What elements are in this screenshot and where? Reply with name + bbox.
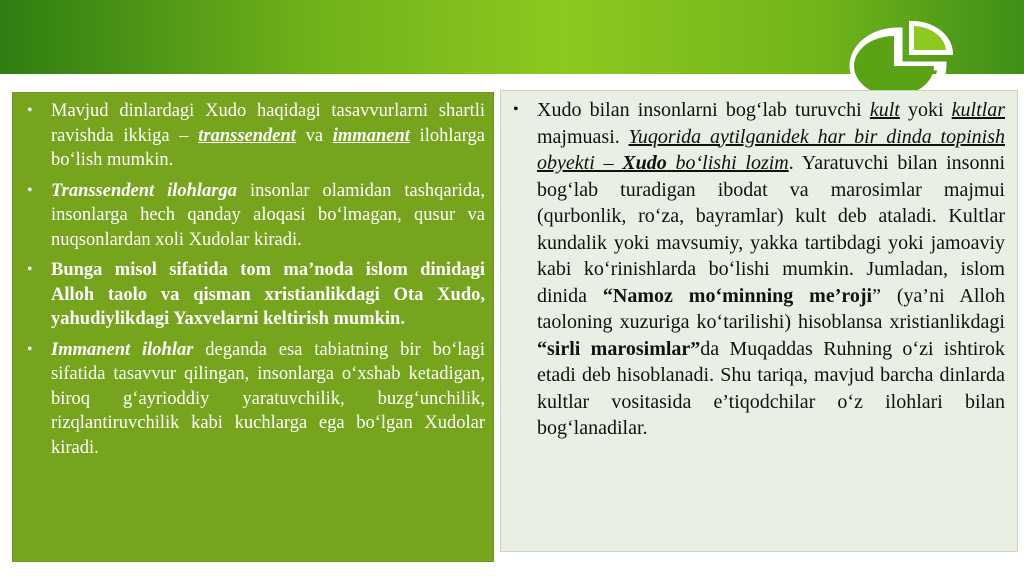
left-bullet-list	[23, 99, 485, 460]
text-run: Yuqorida aytilganidek har bir dinda topinish obyekti –	[537, 125, 1006, 174]
text-run: da Muqaddas Ruhning o‘zi ishtirok etadi deb hisoblanadi. Shu tariqa, mavjud barcha dinlarda kultlar vositasida e’tiqodchilar o‘z ilohlari bilan bog‘lanadilar.	[537, 337, 1005, 439]
left-text-panel	[12, 92, 494, 562]
text-run: immanent	[332, 125, 410, 146]
text-run: Bunga misol sifatida tom ma’noda islom dinidagi Alloh taolo va qisman xristianlikdagi Ota Xudo, yahudiylikdagi Yaxvelarni keltirish mumkin.	[51, 260, 485, 329]
text-run: insonlar olamidan tashqarida, insonlarga hech qanday aloqasi bo‘lmagan, qusur va nuqsonlardan xoli Xudolar kiradi.	[51, 180, 485, 250]
bullet-item	[23, 179, 485, 253]
text-run: kult	[869, 99, 900, 121]
right-text-panel	[500, 90, 1018, 552]
text-run: ” (ya’ni Alloh taoloning xuzuriga ko‘tarilishi) hisoblansa xristianlikdagi	[537, 284, 1005, 333]
bullet-dot-icon: •	[27, 102, 33, 119]
text-run: “sirli marosimlar”	[537, 337, 701, 360]
text-run: Immanent ilohlar	[51, 339, 194, 360]
text-run: Xudo	[622, 152, 667, 174]
text-run: yoki	[899, 99, 952, 121]
text-run: Mavjud dinlardagi Xudo haqidagi tasavvurlarni shartli ravishda ikkiga –	[51, 101, 485, 146]
text-run: Transsendent ilohlarga	[51, 180, 238, 201]
text-run: va	[295, 125, 333, 146]
text-run: deganda esa tabiatning bir bo‘lagi sifatida tasavvur qilingan, insonlarga o‘xshab ketadigan, biroq g‘ayrioddiy yaratuvchilik, buzg‘unchilik, rizqlantiruvchilik kabi kuchlarga ega bo‘lgan Xudolar kiradi.	[51, 339, 485, 458]
text-run: kultlar	[951, 99, 1005, 121]
text-run: “Namoz mo‘minning me’roji	[602, 284, 873, 307]
right-bullet-list	[509, 97, 1005, 442]
bullet-dot-icon: •	[27, 340, 33, 358]
bullet-dot-icon: •	[27, 181, 33, 199]
pie-chart-logo-icon	[836, 14, 970, 94]
text-run: . Yaratuvchi bilan insonni bog‘lab turadigan ibodat va marosimlar majmui (qurbonlik, ro‘za, bayramlar) kult deb ataladi. Kultlar kundalik yoki mavsumiy, yakka tartibdagi yoki jamoaviy kabi ko‘rinishlarda bo‘lishi mumkin. Jumladan, islom dinida	[537, 152, 1006, 307]
text-run: Xudo bilan insonlarni bog‘lab turuvchi	[537, 99, 870, 121]
text-run: majmuasi.	[537, 125, 629, 148]
bullet-item	[23, 258, 485, 332]
bullet-item	[23, 99, 485, 173]
text-run: ilohlarga bo‘lish mumkin.	[51, 125, 486, 170]
bullet-dot-icon: •	[513, 101, 519, 118]
text-run: bo‘lishi lozim	[666, 152, 789, 174]
bullet-item	[23, 338, 485, 461]
bullet-dot-icon: •	[27, 261, 33, 278]
bullet-item	[509, 97, 1005, 442]
bottom-strip	[494, 552, 1024, 576]
text-run: transsendent	[198, 125, 296, 146]
